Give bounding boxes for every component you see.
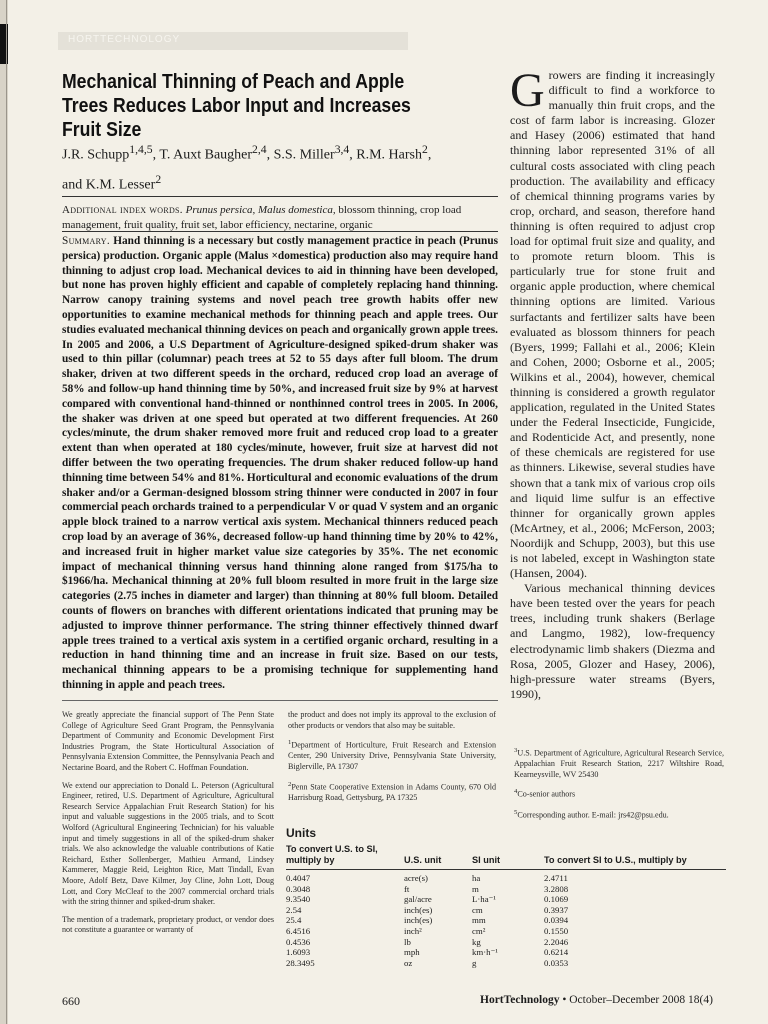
table-cell: mm: [472, 915, 486, 926]
table-row: [286, 884, 726, 895]
table-row: [286, 870, 726, 884]
divider: [62, 196, 498, 197]
table-cell: 2.2046: [544, 936, 569, 947]
affiliation-text: Department of Horticulture, Fruit Research and Extension Center, 290 University Drive, Pennsylvania State University, Biglerville, PA 17307: [288, 740, 496, 772]
column-header: SI unit: [472, 842, 544, 870]
table-cell: cm: [472, 904, 483, 915]
table-cell: 0.4536: [286, 936, 311, 947]
binding-line: [6, 0, 7, 1024]
table-cell: 0.1069: [544, 894, 569, 905]
table-row: [286, 894, 726, 905]
affiliation-note: [288, 780, 496, 804]
article-title: Mechanical Thinning of Peach and Apple Trees Reduces Labor Input and Increases Fruit Size: [62, 70, 411, 141]
table-cell: gal/acre: [404, 894, 432, 905]
table-cell: lb: [404, 936, 411, 947]
affiliations-middle: [288, 710, 496, 811]
acknowledgment-continuation: the product and does not imply its approval to the exclusion of other products or vendors that also may be suitable.: [288, 710, 496, 730]
table-cell: 0.0394: [544, 915, 569, 926]
table-cell: inch(es): [404, 904, 433, 915]
table-cell: 0.3937: [544, 904, 569, 915]
affiliation-note: [514, 808, 724, 821]
table-cell: ft: [404, 883, 410, 894]
author-affiliation: 1,4,5: [129, 143, 153, 156]
index-words: [62, 203, 498, 233]
acknowledgment-paragraph: We greatly appreciate the financial support of The Penn State College of Agriculture Seed Grant Program, the Pennsylvania Department of Community and Economic Development First Industries Program, the State Horticultural Association of Pennsylvania Extension Committee, the Pennsylvania Peach and Nectarine Board, and the Robert C. Hoffman Foundation.: [62, 710, 274, 772]
units-conversion-table: [286, 826, 726, 968]
units-table: [286, 842, 726, 968]
body-paragraph-2: Various mechanical thinning devices have been tested over the years for peach trees, including trunk shakers (Berlage and Langmo, 1982), low-frequency electrodynamic limb shakers (Diezma and Rosa, 2005, Glozer and Hasey, 2006), high-pressure water streams (Byers, 1990),: [510, 581, 715, 701]
affiliation-note: [288, 738, 496, 772]
table-cell: 0.0353: [544, 957, 569, 968]
acknowledgment-paragraph: The mention of a trademark, proprietary product, or vendor does not constitute a guarantee or warranty of: [62, 914, 274, 935]
table-cell: kg: [472, 936, 481, 947]
author-affiliation: 2: [422, 143, 428, 156]
affiliation-marker: 1: [288, 739, 292, 747]
page-number: 660: [62, 994, 80, 1008]
affiliation-marker: 5: [514, 808, 518, 816]
journal-issue: • October–December 2008 18(4): [562, 994, 713, 1006]
summary-label: Summary.: [62, 235, 110, 247]
table-cell: 6.4516: [286, 925, 311, 936]
table-cell: 0.6214: [544, 947, 569, 958]
journal-name: HortTechnology: [480, 994, 560, 1006]
index-words-text: blossom thinning, crop load management, fruit quality, fruit set, labor efficiency, nectarine, organic: [62, 204, 462, 231]
units-title: Units: [286, 826, 316, 840]
table-cell: inch(es): [404, 915, 433, 926]
summary-text: Hand thinning is a necessary but costly management practice in peach (Prunus persica) production. Organic apple (Malus ×domestica) production also may require hand thinning to adjust crop load. Mechanical devices to aid in thinning have been developed, but none has proven highly efficient and capable of completely replacing hand thinning. Narrow canopy training systems and novel peach tree growth habits offer new opportunities to examine mechanical methods for thinning peach and apple trees. Our studies evaluated mechanical thinning devices on peach and organically grown apple trees. In 2005 and 2006, a U.S Department of Agriculture-designed spiked-drum shaker was used to thin pillar (columnar) peach trees at 52 to 55 days after full bloom. The drum shaker, driven at two different speeds in the orchard, reduced crop load an average of 58% and follow-up hand thinning time by 50%, and increased fruit size by 9% at harvest compared with conventional hand-thinned or nonthinned control trees in 2005. In 2006, the shaker was driven at one speed but operated at two different frequencies. At 260 cycles/minute, the drum shaker removed more fruit and reduced crop load to a greater extent than when operated at 180 cycles/minute, however, fruit size at harvest did not differ between the two operating frequencies. The drum shaker reduced follow-up hand thinning time between 54% and 81%. Horticultural and economic evaluations of the drum shaker and/or a German-designed blossom string thinner were conducted in 2007 in four commercial peach orchards trained to a perpendicular V or quad V system and an organic apple block trained to a narrow vertical axis system. Mechanical thinners reduced peach crop load by an average of 36%, decreased follow-up hand thinning time by 20% to 42%, and increased fruit in higher market value size categories by 35%. The net economic impact of mechanical thinning versus hand thinning alone ranged from $175/ha to $1966/ha. Mechanical thinning at 20% full bloom resulted in more fruit in the large size categories (2.75 inches in diameter and larger) than thinning at 80% full bloom. Detailed counts of flowers on branches with different orientations indicated that pruning may be adjusted to improve thinner performance. The string thinner effectively thinned dwarf apple trees trained to a vertical axis system in a certified organic orchard, resulting in a reduction in hand thinning time and an increase in fruit size. Based on our tests, mechanical thinning appears to be a promising technique for supplementing hand thinning in apple and peach trees.: [62, 235, 499, 691]
table-cell: 2.4711: [544, 873, 568, 883]
acknowledgment-paragraph: We extend our appreciation to Donald L. Peterson (Agricultural Engineer, retired, U.S. Department of Agriculture, Agricultural Research Service Appalachian Fruit Research Station) for his input and valuable suggestions in the 2005 trials, and to Scott Wolford (Agricultural Engineering Technician) for his valuable input and timely suggestions in all of the spiked-drum shaker trials. We also acknowledge the valuable contributions of Katie Reichard, Esther Sollenberger, Mathieu Armand, Lindsey Kammerer, Maggie Reid, Leighton Rice, Matt Tindall, Evan Moore, Adolf Betz, Dave Kilmer, Joy Cline, John Lott, Doug Lott, and Cory McCleaf to the 2007 commercial orchard trials with the string thinner and spiked-drum shaker.: [62, 780, 274, 907]
author-affiliation: 2,4: [252, 143, 267, 156]
table-row: [286, 905, 726, 916]
table-row: [286, 915, 726, 926]
table-cell: 3.2808: [544, 883, 569, 894]
author: T. Auxt Baugher: [159, 147, 253, 163]
column-header: To convert U.S. to SI, multiply by: [286, 842, 404, 870]
table-cell: 9.3540: [286, 894, 311, 905]
author-list: J.R. Schupp$^{1,4,5}$, T. Auxt Baugher$^{2,4}$, S.S. Miller$^{3,4}$, R.M. Harsh$^2$, and K.M. Lesser$^2$: [62, 143, 432, 193]
index-words-label: Additional index words.: [62, 204, 183, 216]
drop-cap: G: [510, 64, 545, 117]
footnote-divider: [62, 700, 498, 701]
table-cell: m: [472, 883, 479, 894]
table-cell: 0.4047: [286, 873, 311, 883]
table-cell: acre(s): [404, 873, 428, 883]
table-cell: inch²: [404, 925, 422, 936]
table-cell: cm²: [472, 925, 486, 936]
table-cell: 1.6093: [286, 947, 311, 958]
author-affiliation: 3,4: [334, 143, 350, 156]
body-paragraph-1: rowers are finding it increasingly difficult to find a workforce to manually thin fruit crops, and the cost of farm labor is increasing. Glozer and Hasey (2006) estimated that hand thinning labor represented 31% of all cultural costs associated with cling peach production. The availability and efficacy of chemical thinning programs varies by crop, orchard, and season, therefore hand thinning is often required to adjust crop load for optimal fruit size and quality, and to promote return bloom. This is particularly true for stone fruit and organic apple production, where chemical thinning options are limited. Various surfactants and fertilizer salts have been evaluated as blossom thinners for peach (Byers, 1999; Fallahi et al., 2006; Klein and Cohen, 2000; Osborne et al., 2005; Wilkins et al., 2004), however, chemical thinning is considered a growth regulator application, regulated in the United States under the Federal Insecticide, Fungicide, and Rodenticide Act, and presently, none of these chemicals are registered for use as thinners. Likewise, several studies have shown that a tank mix of various crop oils and liquid lime sulfur is an effective thinner for organically grown apples (McArtney, et al., 2006; McFerson, 2003; Noordijk and Schupp, 2003), but this use is not labeled, except in Washington state (Hansen, 2004).: [510, 68, 715, 581]
author: J.R. Schupp: [62, 147, 130, 163]
affiliation-text: Corresponding author. E-mail: jrs42@psu.edu.: [517, 810, 669, 820]
table-cell: 28.3495: [286, 957, 315, 968]
table-row: [286, 937, 726, 948]
index-words-species: Prunus persica, Malus domestica,: [185, 204, 336, 216]
table-row: [286, 926, 726, 937]
table-cell: 0.1550: [544, 925, 569, 936]
author: R.M. Harsh: [356, 147, 422, 163]
table-cell: g: [472, 957, 477, 968]
author: S.S. Miller: [273, 147, 335, 163]
affiliation-text: U.S. Department of Agriculture, Agricultural Research Service, Appalachian Fruit Research Station, 2217 Wiltshire Road, Kearneysville, WV 25430: [514, 748, 724, 779]
affiliation-note: [514, 787, 724, 800]
table-cell: km·h⁻¹: [472, 947, 498, 958]
table-cell: 2.54: [286, 904, 302, 915]
table-row: [286, 947, 726, 958]
column-header: To convert SI to U.S., multiply by: [544, 842, 726, 870]
table-cell: oz: [404, 957, 413, 968]
affiliation-marker: 3: [514, 747, 518, 754]
header-band: [58, 32, 408, 50]
table-cell: ha: [472, 873, 481, 883]
author: and K.M. Lesser: [62, 177, 156, 193]
divider: [62, 231, 498, 232]
header-band-text: HORTTECHNOLOGY: [68, 34, 181, 45]
table-row: [286, 958, 726, 969]
affiliation-text: Penn State Cooperative Extension in Adams County, 670 Old Harrisburg Road, Gettysburg, PA 17325: [288, 782, 496, 802]
table-cell: 0.3048: [286, 883, 311, 894]
body-text-column: [510, 64, 715, 702]
summary-abstract: [62, 234, 498, 693]
table-cell: 25.4: [286, 915, 302, 926]
affiliation-marker: 4: [514, 788, 518, 796]
journal-footer: [480, 994, 713, 1006]
affiliation-text: Co-senior authors: [517, 790, 576, 800]
table-cell: L·ha⁻¹: [472, 894, 496, 905]
affiliation-note: [514, 746, 724, 780]
column-header: U.S. unit: [404, 842, 472, 870]
table-cell: mph: [404, 947, 420, 958]
affiliations-right: [514, 746, 724, 828]
affiliation-marker: 2: [288, 780, 292, 788]
acknowledgments: [62, 710, 274, 943]
author-affiliation: 2: [155, 172, 162, 186]
